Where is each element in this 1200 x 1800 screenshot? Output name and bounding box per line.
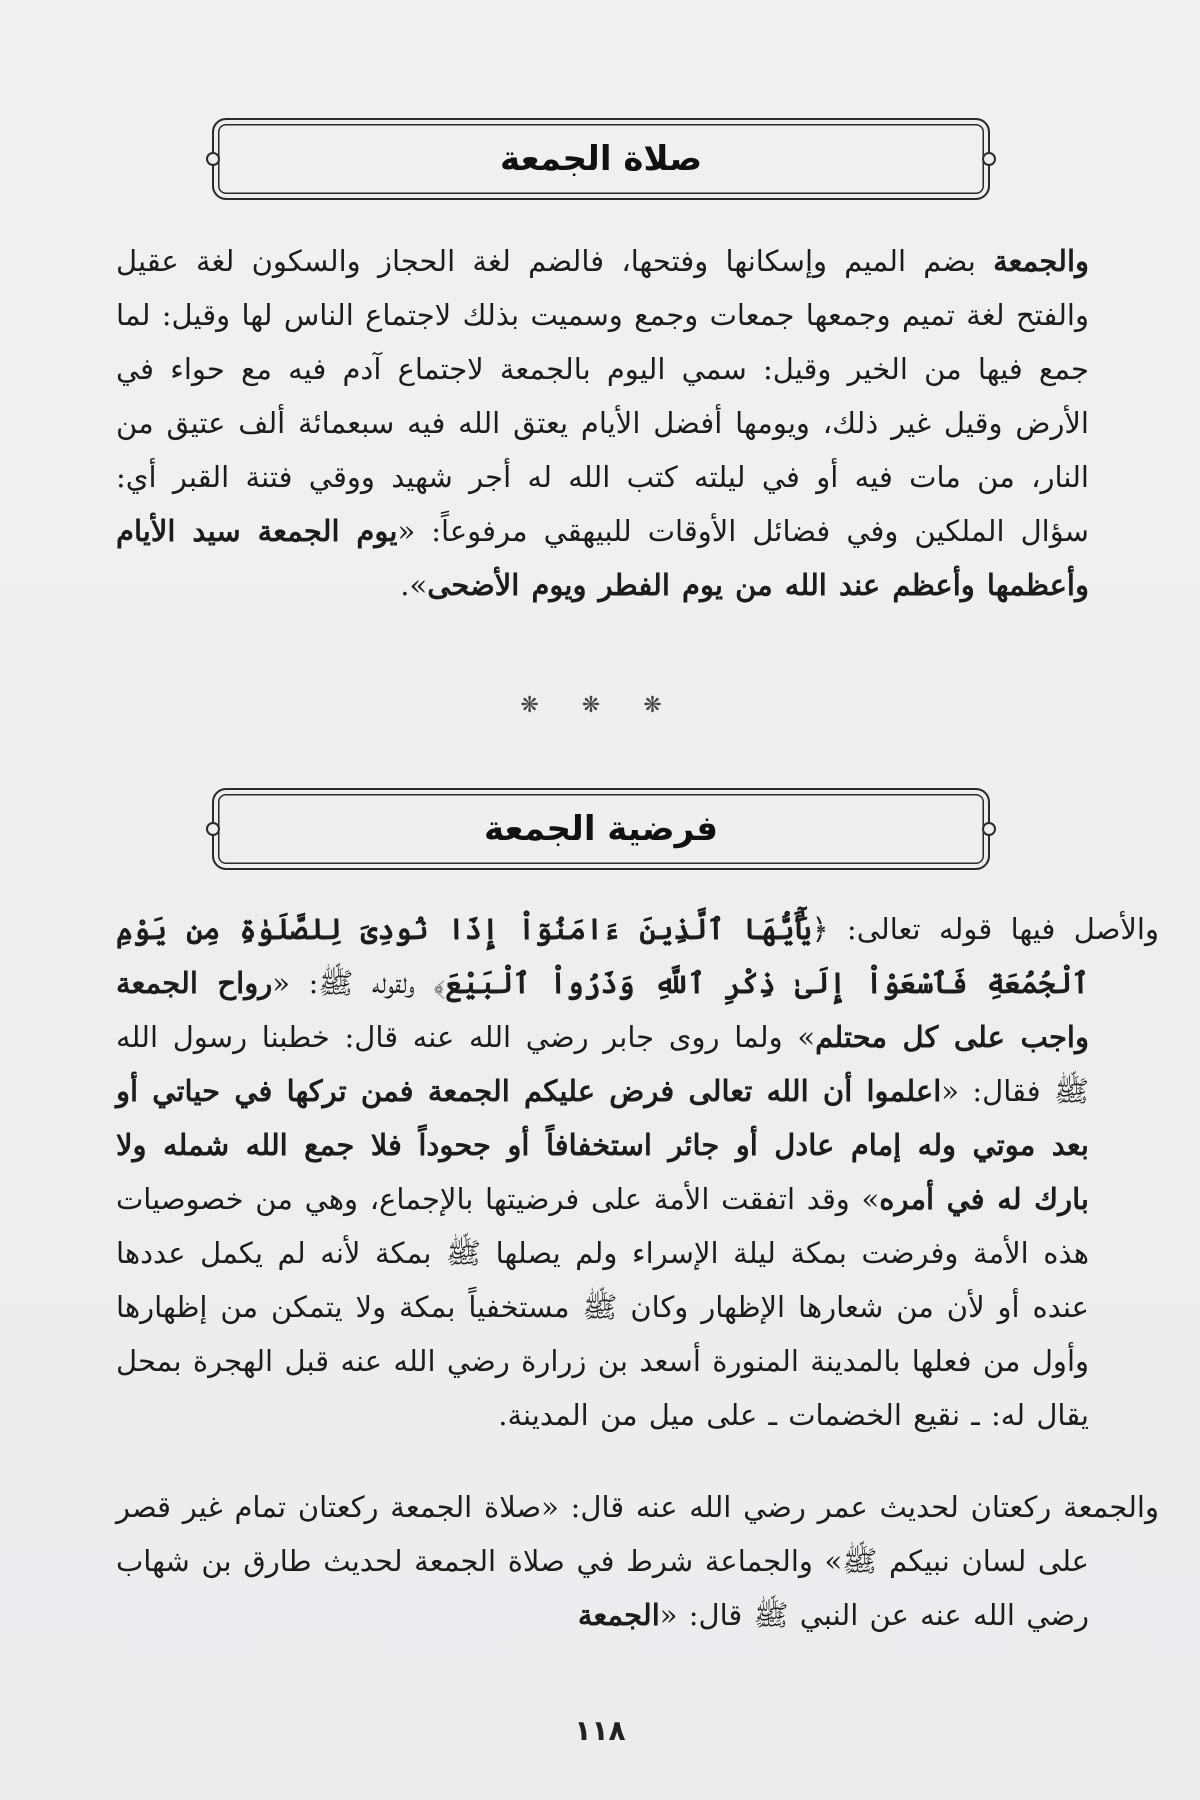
section1-body — [116, 234, 1089, 612]
paragraph-text: والجمعة ركعتان لحديث عمر رضي الله عنه قال: «صلاة الجمعة ركعتان تمام غير قصر على لسان نبيكم ﷺ» والجماعة شرط في صلاة الجمعة لحديث طارق بن شهاب رضي الله عنه عن النبي ﷺ قال: « — [116, 1490, 1159, 1632]
section2-body-2 — [116, 1480, 1159, 1642]
hadith-bold: اعلموا أن الله تعالى فرض عليكم الجمعة فمن تركها في حياتي أو بعد موتي وله إمام عادل أو جائر استخفافاً أو جحوداً فلا جمع الله شمله ولا بارك له في أمره — [116, 1074, 1089, 1216]
section-divider-stars: ❋ ❋ ❋ — [520, 693, 680, 718]
paragraph-text: » وقد اتفقت الأمة على فرضيتها بالإجماع، وهي من خصوصيات هذه الأمة وفرضت بمكة ليلة الإسراء ولم يصلها ﷺ بمكة لأنه لم يكمل عددها عنده أو لأن من شعارها الإظهار وكان ﷺ مستخفياً بمكة ولا يتمكن من إظهارها وأول من فعلها بالمدينة المنورة أسعد بن زرارة رضي الله عنه قبل الهجرة بمحل يقال له: ـ نقيع الخضمات ـ على ميل من المدينة. — [116, 1182, 1089, 1432]
bold-term: والجمعة — [993, 244, 1089, 278]
page-number: ١١٨ — [574, 1714, 626, 1747]
paragraph-text: والأصل فيها قوله تعالى: ﴿ — [811, 912, 1159, 946]
paragraph-text: ﴾ ولقوله ﷺ: « — [272, 966, 446, 1000]
hadith-bold: رواح الجمعة واجب على كل محتلم — [116, 966, 1089, 1054]
paragraph-two-rakahs — [116, 1480, 1159, 1642]
paragraph-text: » ولما روى جابر رضي الله عنه قال: خطبنا رسول الله ﷺ فقال: « — [116, 1020, 1089, 1108]
section-title-salat-al-jumuah: صلاة الجمعة — [499, 139, 703, 179]
quran-verse: يَٰٓأَيُّهَا ٱلَّذِينَ ءَامَنُوٓاْ إِذَا نُودِىَ لِلصَّلَوٰةِ مِن يَوْمِ ٱلْجُمُعَةِ فَٱسْعَوْاْ إِلَىٰ ذِكْرِ ٱللَّهِ وَذَرُواْ ٱلْبَيْعَ — [116, 912, 1089, 1000]
section2-body — [116, 902, 1159, 1442]
paragraph-definition — [116, 234, 1089, 612]
section-title-fardiyyat-al-jumuah: فرضية الجمعة — [483, 809, 719, 849]
hadith-bold: الجمعة — [577, 1598, 660, 1632]
hadith-bold: يوم الجمعة سيد الأيام وأعظمها وأعظم عند الله من يوم الفطر ويوم الأضحى — [116, 514, 1089, 602]
paragraph-text: بضم الميم وإسكانها وفتحها، فالضم لغة الحجاز والسكون لغة عقيل والفتح لغة تميم وجمعها جمعات وجمع وسميت بذلك لاجتماع الناس لها وقيل: لما جمع فيها من الخير وقيل: سمي اليوم بالجمعة لاجتماع آدم فيه مع حواء في الأرض وقيل غير ذلك، ويومها أفضل الأيام يعتق الله فيه سبعمائة ألف عتيق من النار، من مات فيه أو في ليلته كتب الله له أجر شهيد ووقي فتنة القبر أي: سؤال الملكين وفي فضائل الأوقات للبيهقي مرفوعاً: « — [116, 244, 1089, 548]
paragraph-end: ». — [400, 568, 428, 602]
paragraph-obligation — [116, 902, 1159, 1442]
section-heading-frame — [212, 118, 990, 200]
section-heading-frame-2 — [212, 788, 990, 870]
